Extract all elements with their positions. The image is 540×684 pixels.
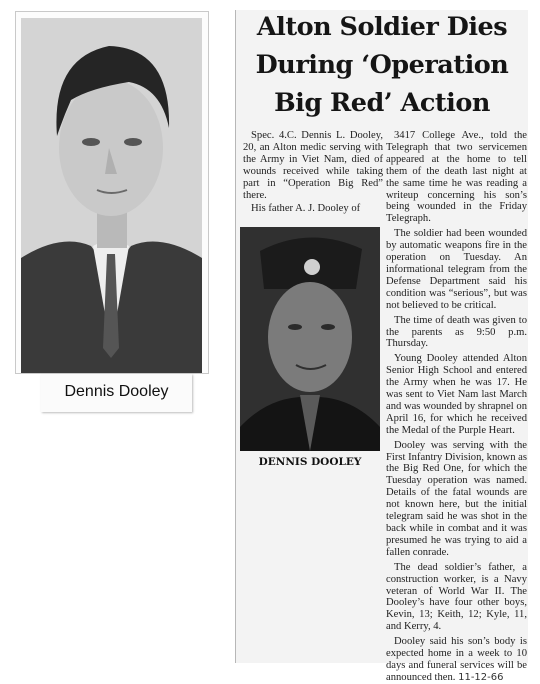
portrait-caption-box	[41, 374, 192, 412]
soldier-photo	[240, 227, 380, 451]
article-paragraph	[386, 636, 527, 684]
handwritten-date: 11-12-66	[458, 671, 504, 683]
headline-line-1: Alton Soldier Dies	[256, 12, 508, 42]
article-paragraph: Spec. 4.C. Dennis L. Dooley, 20, an Alton medic serving with the Army in Viet Nam, died of wounds received while taking part in “Operation Big Red” there.	[243, 130, 383, 201]
portrait-caption: Dennis Dooley	[64, 383, 169, 400]
portrait-card	[15, 11, 209, 374]
soldier-photo-caption: DENNIS DOOLEY	[258, 456, 362, 468]
article-final-sentence: Dooley said his son’s body is expected home in a week to 10 days and funeral services will be announced then.	[386, 636, 527, 683]
article-paragraph: The time of death was given to the parents as 9:50 p.m. Thursday.	[386, 314, 527, 350]
article-paragraph: Young Dooley attended Alton Senior High School and entered the Army when he was 17. He was sent to Viet Nam last March and was wounded by shrapnel on April 16, for which he received the Medal of the Purple Heart.	[386, 353, 527, 436]
article-paragraph: The dead soldier’s father, a construction worker, is a Navy veteran of World War II. The Dooley’s have four other boys, Kevin, 13; Keith, 12; Kyle, 11, and Kerry, 4.	[386, 561, 527, 633]
article-paragraph: His father A. J. Dooley of	[251, 203, 361, 215]
portrait-photo	[21, 18, 202, 373]
article-paragraph: Dooley was serving with the First Infantry Division, known as the Big Red One, for which the Tuesday operation was named. Details of the fatal wounds are not known here, but the initial telegram said he was shot in the back while in combat and it was presumed he was trying to aid a fallen conrade.	[386, 439, 527, 558]
article-left-column	[243, 130, 383, 215]
article-paragraph: 3417 College Ave., told the Telegraph that two servicemen appeared at the home to tell them of the death last night at the same time he was reading a writeup concerning his son’s being wounded in the Friday Telegraph.	[386, 130, 527, 225]
article-right-column	[386, 130, 527, 684]
portrait-illustration	[21, 18, 202, 373]
newspaper-clipping	[235, 10, 528, 683]
headline-line-2: During ‘Operation	[255, 50, 509, 80]
article-paragraph: The soldier had been wounded by automatic weapons fire in the operation on Tuesday. An informational telegram from the Defense Department said his condition was “serious”, but was not believed to be critical.	[386, 228, 527, 311]
soldier-illustration	[240, 227, 380, 451]
headline-line-3: Big Red’ Action	[274, 88, 490, 118]
